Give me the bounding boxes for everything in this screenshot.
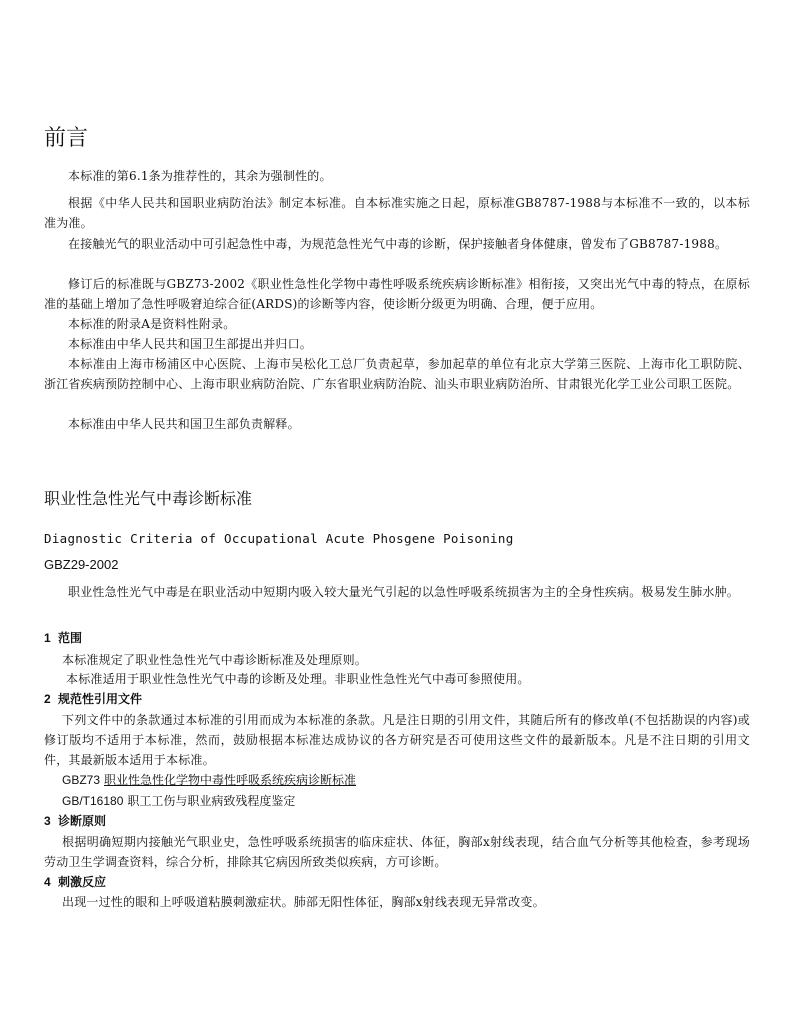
section-4-heading — [44, 873, 106, 891]
section-1-line-2: 本标准适用于职业性急性光气中毒的诊断及处理。非职业性急性光气中毒可参照使用。 — [66, 672, 530, 686]
section-2-heading — [44, 690, 142, 708]
section-4-text: 出现一过性的眼和上呼吸道粘膜刺激症状。肺部无阳性体征，胸部x射线表现无异常改变。 — [62, 895, 545, 909]
section-title: 刺激反应 — [58, 875, 107, 889]
foreword-paragraph-1: 本标准的第6.1条为推荐性的，其余为强制性的。 — [68, 169, 332, 183]
reference-title: 职工工伤与职业病致残程度鉴定 — [127, 794, 296, 808]
section-title: 诊断原则 — [58, 814, 107, 828]
reference-1 — [62, 771, 356, 789]
reference-title-link[interactable]: 职业性急性化学物中毒性呼吸系统疾病诊断标准 — [104, 773, 357, 787]
section-title: 规范性引用文件 — [58, 692, 143, 706]
reference-2 — [62, 792, 295, 810]
standard-code: GBZ29-2002 — [44, 557, 119, 572]
section-number: 1 — [44, 631, 51, 645]
section-2-text: 下列文件中的条款通过本标准的引用而成为本标准的条款。凡是注日期的引用文件，其随后所有的修改单(不包括勘误的内容)或修订版均不适用于本标准，然而，鼓励根据本标准达成协议的各方研究是否可使用这些文件的最新版本。凡是不注日期的引用文件，其最新版本适用于本标准。 — [44, 713, 750, 767]
foreword-paragraph-7: 本标准由上海市杨浦区中心医院、上海市吴松化工总厂负责起草，参加起草的单位有北京大学第三医院、上海市化工职防院、浙江省疾病预防控制中心、上海市职业病防治院、广东省职业病防治院、汕头市职业病防治所、甘肃银光化学工业公司职工医院。 — [44, 357, 750, 391]
section-1-heading — [44, 629, 82, 647]
foreword-paragraph-5: 本标准的附录A是资料性附录。 — [68, 317, 236, 331]
foreword-paragraph-8: 本标准由中华人民共和国卫生部负责解释。 — [68, 417, 300, 431]
standard-title: 职业性急性光气中毒诊断标准 — [44, 489, 253, 508]
foreword-title: 前言 — [44, 126, 89, 151]
section-3-text: 根据明确短期内接触光气职业史，急性呼吸系统损害的临床症状、体征，胸部x射线表现，结合血气分析等其他检查，参考现场劳动卫生学调查资料，综合分析，排除其它病因所致类似疾病，方可诊断。 — [44, 835, 750, 869]
standard-english-title: Diagnostic Criteria of Occupational Acute Phosgene Poisoning — [44, 531, 514, 546]
foreword-paragraph-3: 在接触光气的职业活动中可引起急性中毒，为规范急性光气中毒的诊断，保护接触者身体健康，曾发布了GB8787-1988。 — [68, 237, 728, 251]
foreword-paragraph-2: 根据《中华人民共和国职业病防治法》制定本标准。自本标准实施之日起，原标准GB8787-1988与本标准不一致的，以本标准为准。 — [44, 196, 750, 230]
standard-intro: 职业性急性光气中毒是在职业活动中短期内吸入较大量光气引起的以急性呼吸系统损害为主的全身性疾病。极易发生肺水肿。 — [68, 585, 740, 599]
foreword-paragraph-4: 修订后的标准既与GBZ73-2002《职业性急性化学物中毒性呼吸系统疾病诊断标准》相衔接，又突出光气中毒的特点，在原标准的基础上增加了急性呼吸窘迫综合征(ARDS)的诊断等内容，使诊断分级更为明确、合理，便于应用。 — [44, 277, 750, 311]
section-title: 范围 — [58, 631, 83, 645]
reference-code: GBZ73 — [62, 773, 101, 787]
section-number: 3 — [44, 814, 51, 828]
reference-code: GB/T16180 — [62, 794, 124, 808]
foreword-paragraph-6: 本标准由中华人民共和国卫生部提出并归口。 — [68, 337, 313, 351]
section-3-heading — [44, 812, 106, 830]
section-1-line-1: 本标准规定了职业性急性光气中毒诊断标准及处理原则。 — [62, 653, 368, 667]
section-number: 2 — [44, 692, 51, 706]
section-number: 4 — [44, 875, 51, 889]
